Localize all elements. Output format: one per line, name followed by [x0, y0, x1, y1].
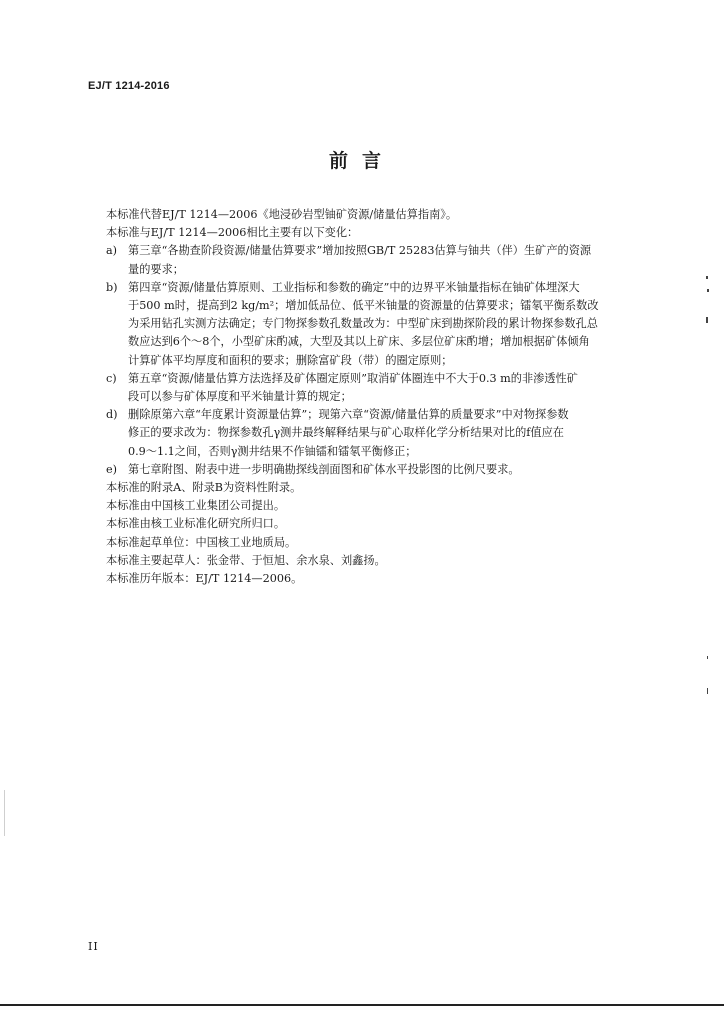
closing-line: 本标准历年版本：EJ/T 1214—2006。 — [106, 572, 303, 586]
change-item-a — [106, 242, 666, 278]
scan-mark — [707, 289, 709, 292]
intro-line: 本标准与EJ/T 1214—2006相比主要有以下变化： — [106, 226, 359, 240]
change-item-line: 段可以参与矿体厚度和平米铀量计算的规定； — [128, 390, 352, 404]
intro-line: 本标准代替EJ/T 1214—2006《地浸砂岩型铀矿资源/储量估算指南》。 — [106, 208, 458, 221]
change-item-label: a) — [106, 244, 118, 258]
closing-line: 本标准由中国核工业集团公司提出。 — [106, 499, 286, 513]
change-item-line: 量的要求； — [128, 262, 184, 276]
scan-edge — [4, 790, 5, 836]
document-body — [106, 206, 666, 588]
change-item-line: 第四章“资源/储量估算原则、工业指标和参数的确定”中的边界平米铀量指标在铀矿体埋深大 — [128, 280, 580, 294]
change-item-line: 第五章“资源/储量估算方法选择及矿体圈定原则”取消矿体圈连中不大于0.3 m的非渗透性矿 — [128, 371, 578, 385]
page-number: II — [88, 940, 99, 953]
scan-mark — [707, 656, 708, 659]
change-item-line: 为采用钻孔实测方法确定；专门物探参数孔数量改为：中型矿床到勘探阶段的累计物探参数孔总 — [128, 317, 598, 331]
change-item-line: 数应达到6个～8个，小型矿床酌减，大型及其以上矿床、多层位矿床酌增；增加根据矿体倾角 — [128, 335, 590, 349]
change-item-b — [106, 279, 666, 370]
page-title: 前言 — [328, 150, 395, 172]
standard-code-header: EJ/T 1214-2016 — [88, 80, 170, 92]
closing-line: 本标准主要起草人：张金带、于恒旭、余水泉、刘鑫扬。 — [106, 553, 386, 567]
closing-line: 本标准由核工业标准化研究所归口。 — [106, 517, 286, 531]
change-item-d — [106, 406, 666, 461]
change-item-label: e) — [106, 462, 117, 476]
change-item-line: 第七章附图、附表中进一步明确勘探线剖面图和矿体水平投影图的比例尺要求。 — [128, 462, 520, 476]
change-item-line: 删除原第六章“年度累计资源量估算”；现第六章“资源/储量估算的质量要求”中对物探参数 — [128, 408, 569, 422]
change-item-line: 第三章“各勘查阶段资源/储量估算要求”增加按照GB/T 25283估算与铀共（伴）生矿产的资源 — [128, 244, 592, 258]
scan-mark — [706, 276, 708, 279]
closing-line: 本标准起草单位：中国核工业地质局。 — [106, 535, 297, 549]
change-item-label: c) — [106, 371, 117, 385]
change-item-line: 修正的要求改为：物探参数孔γ测井最终解释结果与矿心取样化学分析结果对比的f值应在 — [128, 426, 564, 440]
bottom-rule — [0, 1004, 724, 1006]
change-item-label: d) — [106, 408, 118, 422]
scan-mark — [706, 317, 708, 323]
change-item-c — [106, 370, 666, 406]
change-item-line: 于500 m时，提高到2 kg/m²；增加低品位、低平米铀量的资源量的估算要求；镭氡平衡系数改 — [128, 299, 599, 313]
change-item-e — [106, 461, 666, 479]
closing-line: 本标准的附录A、附录B为资料性附录。 — [106, 481, 302, 495]
scan-mark — [707, 688, 708, 694]
change-item-line: 0.9～1.1之间，否则γ测井结果不作铀镭和镭氡平衡修正； — [128, 444, 417, 458]
change-item-line: 计算矿体平均厚度和面积的要求；删除富矿段（带）的圈定原则； — [128, 353, 453, 367]
change-item-label: b) — [106, 280, 118, 294]
